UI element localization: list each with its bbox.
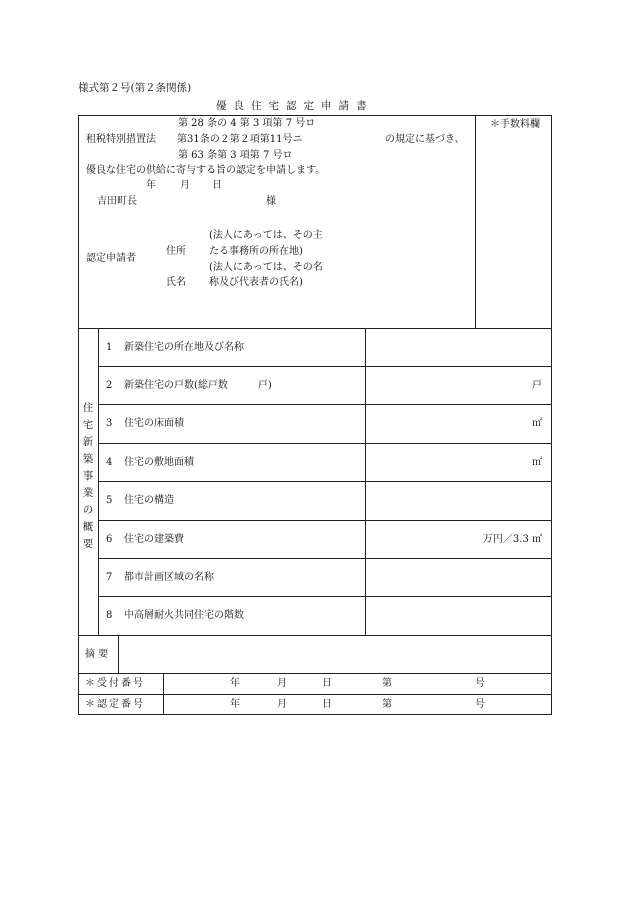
- fee-column-divider: [475, 115, 476, 328]
- name-note-2: 称及び代表者の氏名): [209, 277, 303, 288]
- receipt-month: 月: [277, 678, 287, 689]
- form-number: 様式第２号(第２条関係): [78, 82, 192, 94]
- cert-year: 年: [230, 699, 240, 710]
- row-number: 7: [106, 572, 113, 583]
- cert-day: 日: [322, 699, 332, 710]
- row-label: 新築住宅の戸数(総戸数 戸): [124, 380, 272, 391]
- law-name: 租税特別措置法: [86, 134, 156, 145]
- row-label: 中高層耐火共同住宅の階数: [124, 610, 244, 621]
- receipt-go: 号: [475, 678, 485, 689]
- row-unit: 戸: [532, 380, 542, 391]
- request-text: 優良な住宅の供給に寄与する旨の認定を申請します。: [86, 165, 326, 176]
- row-label: 新築住宅の所在地及び名称: [124, 342, 244, 353]
- row-unit: 万円／3.3 ㎡: [482, 534, 542, 545]
- based-on-text: の規定に基づき、: [385, 134, 465, 145]
- fee-label: ＊手数料欄: [490, 119, 540, 130]
- row-number: 2: [106, 380, 113, 391]
- law-line-3: 第 63 条第 3 項第 7 号ロ: [178, 150, 293, 161]
- row-label: 住宅の構造: [124, 495, 174, 506]
- section-divider: [78, 328, 552, 329]
- row-number: 4: [106, 457, 113, 468]
- honorific: 様: [266, 196, 276, 207]
- section-char: 宅: [82, 419, 94, 431]
- row-number: 1: [106, 342, 113, 353]
- row-number: 8: [106, 610, 113, 621]
- row-label: 都市計画区域の名称: [124, 572, 214, 583]
- applicant-label: 認定申請者: [86, 253, 136, 264]
- section-char: 概: [82, 521, 94, 533]
- date-month: 月: [180, 180, 190, 191]
- row-divider: [98, 366, 552, 367]
- mayor-name: 吉田町長: [97, 196, 137, 207]
- cert-go: 号: [475, 699, 485, 710]
- address-note-2: たる事務所の所在地): [209, 246, 303, 257]
- section-char: 築: [82, 453, 94, 465]
- section-char: 住: [82, 402, 94, 414]
- row-number: 3: [106, 418, 113, 429]
- law-line-1: 第 28 条の 4 第 3 項第 7 号ロ: [178, 118, 316, 129]
- footer-divider: [78, 673, 552, 674]
- section-char: の: [82, 504, 94, 516]
- law-line-2: 第31条の２第２項第11号ニ: [177, 134, 303, 145]
- row-divider: [98, 520, 552, 521]
- row-label: 住宅の建築費: [124, 534, 184, 545]
- form-table: [78, 115, 552, 715]
- name-label: 氏名: [166, 277, 186, 288]
- name-note-1: (法人にあっては、その名: [209, 262, 323, 273]
- date-year: 年: [146, 180, 156, 191]
- receipt-number-label: ＊受付番号: [85, 678, 145, 689]
- row-unit: ㎡: [532, 457, 542, 468]
- receipt-year: 年: [230, 678, 240, 689]
- row-label: 住宅の床面積: [124, 418, 184, 429]
- row-divider: [98, 443, 552, 444]
- section-char: 要: [82, 538, 94, 550]
- section-char: 業: [82, 487, 94, 499]
- receipt-dai: 第: [382, 678, 392, 689]
- address-label: 住所: [166, 246, 186, 257]
- row-divider: [98, 558, 552, 559]
- remarks-label-divider: [118, 635, 119, 673]
- remarks-divider: [78, 635, 552, 636]
- page-title: 優良住宅認定申請書: [216, 100, 374, 112]
- date-day: 日: [212, 180, 222, 191]
- section-char: 事: [82, 470, 94, 482]
- section-char: 新: [82, 436, 94, 448]
- row-number: 6: [106, 534, 113, 545]
- row-divider: [98, 596, 552, 597]
- footer-label-divider: [163, 673, 164, 715]
- row-divider: [98, 481, 552, 482]
- row-label: 住宅の敷地面積: [124, 457, 194, 468]
- summary-section-label: [78, 400, 98, 553]
- row-number: 5: [106, 495, 113, 506]
- cert-month: 月: [277, 699, 287, 710]
- cert-dai: 第: [382, 699, 392, 710]
- row-divider: [98, 404, 552, 405]
- remarks-label: 摘 要: [85, 649, 109, 660]
- receipt-day: 日: [322, 678, 332, 689]
- address-note-1: (法人にあっては、その主: [209, 230, 323, 241]
- certification-number-label: ＊認定番号: [85, 699, 145, 710]
- footer-divider: [78, 694, 552, 695]
- row-unit: ㎡: [532, 418, 542, 429]
